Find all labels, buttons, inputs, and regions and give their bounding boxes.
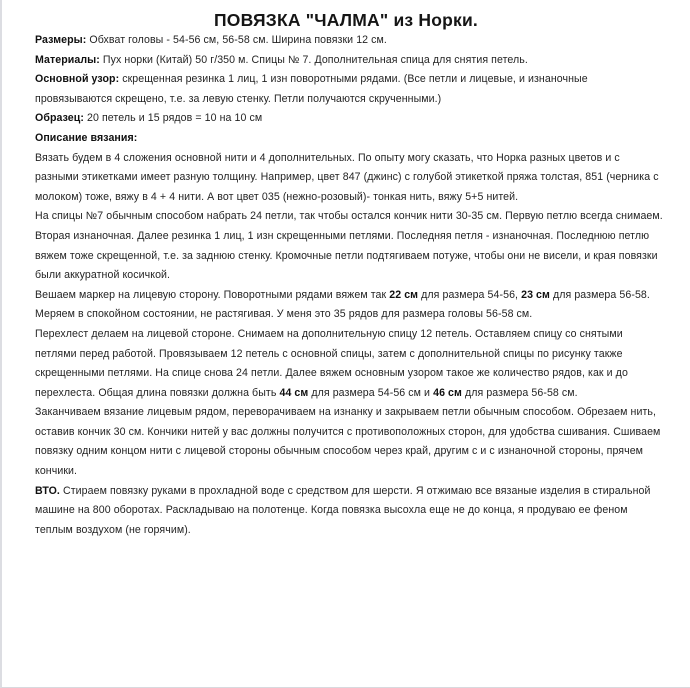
section-materials-text: Пух норки (Китай) 50 г/350 м. Спицы № 7. Дополнительная спица для снятия петель.: [99, 53, 528, 66]
description-heading-label: Описание вязания:: [35, 131, 138, 144]
section-description-heading: [35, 129, 664, 149]
paragraph-cast-on: На спицы №7 обычным способом набрать 24 петли, так чтобы остался кончик нити 30-35 см. Первую петлю всегда снимаем. Вторая изнаночная. Далее резинка 1 лиц, 1 изн скрещенными петлями. Последняя петля - изнаночная. Последнюю петлю вяжем тоже скрещенной, т.е. за заднюю стенку. Кромочные петли подтягиваем потуже, чтобы они не висели, и края повязки были аккуратной косичкой.: [35, 210, 663, 282]
marker-text-part-1: Вешаем маркер на лицевую сторону. Поворотными рядами вяжем так: [35, 288, 390, 301]
section-gauge-label: Образец:: [35, 112, 84, 125]
marker-length-56-58: 23 см: [521, 288, 550, 301]
care-label: ВТО.: [35, 484, 60, 497]
section-sizes: [35, 31, 664, 51]
marker-length-54-56: 22 см: [389, 288, 419, 301]
paragraph-crossover: [35, 325, 664, 403]
crossover-total-length-54-56: 44 см: [279, 386, 309, 399]
crossover-text-part-2: для размера 54-56 см и: [308, 386, 434, 399]
paragraph-yarn-notes: Вязать будем в 4 сложения основной нити и 4 дополнительных. По опыту могу сказать, что Норка разных цветов и с разными этикетками имеет разную толщину. Например, цвет 847 (джинс) с голубой этикеткой пряжа толстая, 851 (черника с молоком) тоже, вяжу в 4 + 4 нити. А вот цвет 035 (нежно-розовый)- тонкая нить, вяжу 5+5 нитей.: [35, 151, 659, 203]
section-sizes-text: Обхват головы - 54-56 см, 56-58 см. Ширина повязки 12 см.: [86, 34, 387, 46]
section-materials-label: Материалы:: [35, 53, 100, 66]
marker-text-part-2: для размера 54-56,: [418, 288, 522, 301]
section-main-pattern-text: скрещенная резинка 1 лиц, 1 изн поворотными рядами. (Все петли и лицевые, и изнаночные провязываются скрещено, т.е. за левую стенку. Петли получаются скрученными.): [35, 73, 588, 105]
section-materials: [35, 51, 664, 71]
crossover-text-part-1: Перехлест делаем на лицевой стороне. Снимаем на дополнительную спицу 12 петель. Оставляем спицу со снятыми петлями перед работой. Провязываем 12 петель с основной спицы, затем с дополнительной спицы по рисунку также скрещенными петлями. На спице снова 24 петли. Далее вяжем основным узором такое же количество рядов, как и до перехлеста. Общая длина повязки должна быть: [35, 327, 628, 399]
marker-text-part-3: для размера 56-58. Меряем в спокойном состоянии, не растягивая. У меня это 35 рядов для размера головы 56-58 см.: [35, 288, 650, 321]
care-text: Стираем повязку руками в прохладной воде с средством для шерсти. Я отжимаю все вязаные изделия в стиральной машине на 800 оборотах. Раскладываю на полотенце. Когда повязка высохла еще не до конца, я продуваю ее феном теплым воздухом (не горячим).: [35, 484, 651, 536]
crossover-text-part-3: для размера 56-58 см.: [461, 386, 578, 399]
section-main-pattern-label: Основной узор:: [35, 73, 120, 86]
section-main-pattern: [35, 70, 664, 109]
section-sizes-label: Размеры:: [35, 34, 87, 46]
document-body: [2, 31, 690, 540]
paragraph-finishing: Заканчиваем вязание лицевым рядом, переворачиваем на изнанку и закрываем петли обычным способом. Обрезаем нить, оставив кончик 30 см. Кончики нитей у вас должны получится с противоположных сторон, для удобства сшивания. Сшиваем повязку одним концом нити с лицевой стороны обычным способом через край, другим с и с изнаночной стороны, прячем кончики.: [35, 406, 661, 478]
section-gauge: [35, 109, 664, 129]
crossover-total-length-56-58: 46 см: [433, 386, 462, 399]
section-gauge-text: 20 петель и 15 рядов = 10 на 10 см: [83, 112, 263, 125]
page-title: ПОВЯЗКА "ЧАЛМА" из Норки.: [214, 10, 478, 30]
paragraph-marker: [35, 286, 664, 325]
paragraph-care: [35, 482, 664, 541]
